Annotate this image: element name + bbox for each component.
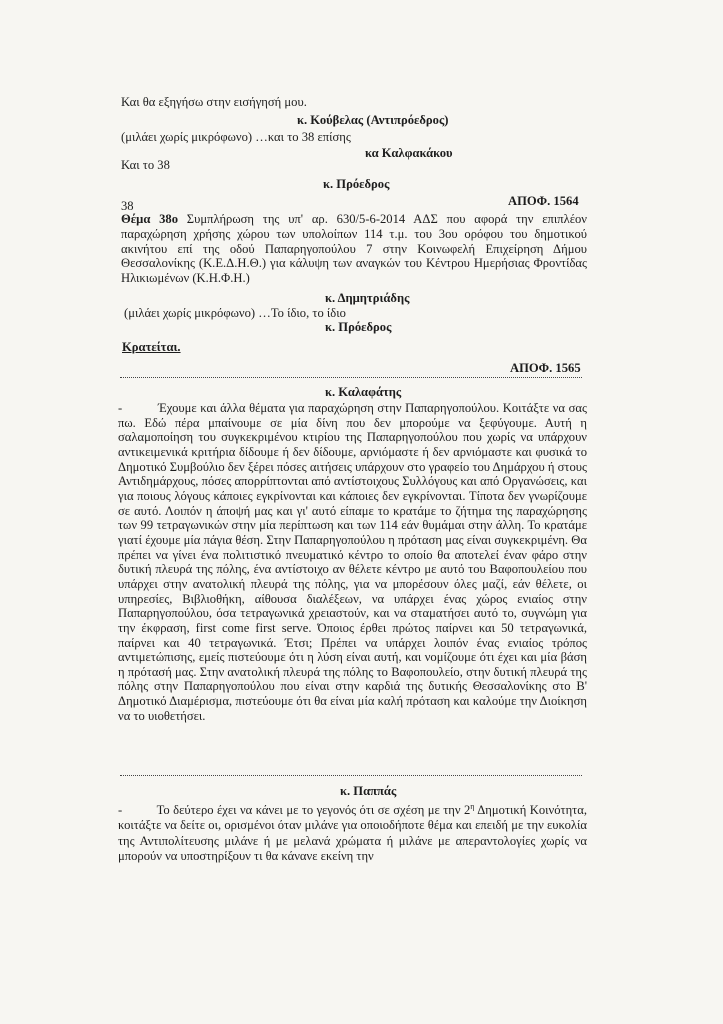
speaker-kouvelas: κ. Κούβελας (Αντιπρόεδρος) bbox=[297, 113, 449, 127]
theme-label: Θέμα 38ο bbox=[121, 212, 179, 226]
item-number: 38 bbox=[121, 199, 134, 213]
intro-line: Και θα εξηγήσω στην εισήγησή μου. bbox=[121, 95, 307, 109]
speaker-pappas: κ. Παππάς bbox=[340, 784, 397, 798]
kalafatis-speech: - Έχουμε και άλλα θέματα για παραχώρηση στην Παπαρηγοπούλου. Κοιτάξτε να σας πω. Εδώ πέρα μπαίνουμε σε μία δίνη που δεν μπορούμε να ξεφύγουμε. Αυτή η σαλαμοποίηση του συγκεκριμένου κτιρίου της Παπαρηγοπούλου που χωρίς να υπάρχουν αντικειμενικά κριτήρια δίδουμε ή δεν δίδουμε, αρνιόμαστε ή δεν αρνιόμαστε και φυσικά το Δημοτικό Συμβούλιο δεν ξέρει πόσες αιτήσεις υπάρχουν στο γραφείο του Δημάρχου ή στους Αντιδημάρχους, πόσες απορρίπτονται από αντίστοιχους Συλλόγους και από Οργανώσεις, και για ποιους λόγους κάποιες εγκρίνονται και κάποιες δεν εγκρίνονται. Τίποτα δεν γνωρίζουμε σε αυτό. Λοιπόν η άποψή μας και γι' αυτό είπαμε το κρατάμε το ζήτημα της παραχώρησης των 99 τετραγωνικών στην μία περίπτωση και των 114 εάν θυμάμαι στην άλλη. Το κρατάμε γιατί έχουμε μία πάγια θέση. Στην Παπαρηγοπούλου η πρόταση μας είναι συγκεκριμένη. Θα πρέπει να γίνει ένα πολιτιστικό πνευματικό κέντρο το οποίο θα αποτελεί έναν φάρο στην δυτική πλευρά της πόλης, ένα αντίστοιχο αν θέλετε κέντρο με αυτό του Βαφοπουλείου που υπάρχει στην ανατολική πλευρά της πόλης, για να μπορέσουν όλες μαζί, εάν θέλετε, οι υπηρεσίες, Βιβλιοθήκη, αίθουσα διαλέξεων, να υπάρχει ένας χώρος ενιαίος στην Παπαρηγοπούλου, όσα τετραγωνικά χρειαστούν, και να σταματήσει αυτό το, συγνώμη για την έκφραση, first come first serve. Όποιος έρθει πρώτος παίρνει και 50 τετραγωνικά, παίρνει και 40 τετραγωνικά. Έτσι; Πρέπει να υπάρχει λοιπόν ένας ενιαίος τρόπος αντιμετώπισης, εμείς πιστεύουμε ότι η λύση είναι αυτή, και νομίζουμε ότι έχει και μία βάση η πρότασή μας. Στην ανατολική πλευρά της πόλης το Βαφοπουλείο, στην δυτική πλευρά της πόλης στην Παπαρηγοπούλου που είναι στην καρδιά της δυτικής Θεσσαλονίκης στο Β' Δημοτικό Διαμέρισμα, πιστεύουμε ότι θα είναι μία καλή πρόταση και καλούμε την Διοίκηση να το υιοθετήσει. bbox=[118, 401, 587, 723]
kouvelas-remark: (μιλάει χωρίς μικρόφωνο) …και το 38 επίσης bbox=[121, 130, 351, 144]
separator-2 bbox=[120, 775, 582, 776]
speaker-kalfakakou: κα Καλφακάκου bbox=[365, 146, 453, 160]
dimitriadis-remark: (μιλάει χωρίς μικρόφωνο) …Το ίδιο, το ίδιο bbox=[124, 306, 346, 320]
kept-status: Κρατείται. bbox=[122, 340, 181, 354]
pappas-superscript: η bbox=[470, 802, 475, 811]
kalfakakou-remark: Και το 38 bbox=[121, 158, 170, 172]
theme-text: Συμπλήρωση της υπ' αρ. 630/5-6-2014 ΑΔΣ που αφορά την επιπλέον παραχώρηση χρήσης χώρου των υπολοίπων 114 τ.μ. του 3ου ορόφου του δημοτικού ακινήτου επί της οδού Παπαρηγοπούλου 7 στην Κοινωφελή Επιχείρηση Δήμου Θεσσαλονίκης (Κ.Ε.Δ.Η.Θ.) για κάλυψη των αναγκών του Κέντρου Ημερήσιας Φροντίδας Ηλικιωμένων (Κ.Η.Φ.Η.) bbox=[121, 212, 587, 286]
speaker-president-2: κ. Πρόεδρος bbox=[325, 320, 392, 334]
pappas-text-start: - Το δεύτερο έχει να κάνει με το γεγονός ότι σε σχέση με την 2 bbox=[118, 803, 471, 818]
speaker-dimitriadis: κ. Δημητριάδης bbox=[325, 291, 410, 305]
pappas-speech bbox=[118, 799, 587, 864]
speaker-kalafatis: κ. Καλαφάτης bbox=[325, 385, 402, 399]
pappas-text-rest: Δημοτική Κοινότητα, κοιτάξτε να δείτε οι, ορισμένοι όταν μιλάνε για οποιοδήποτε θέμα και επειδή με την ευκολία της Αντιπολίτευσης μιλάνε ή με μελανά χρώματα ή μιλάνε με απεραντολογίες χωρίς να μπορούν να υποστηρίξουν τι θα κάνανε εκείνη την bbox=[118, 803, 587, 863]
theme-38-paragraph bbox=[121, 212, 587, 286]
speaker-president-1: κ. Πρόεδρος bbox=[323, 177, 390, 191]
decision-1565: ΑΠΟΦ. 1565 bbox=[510, 361, 581, 375]
separator-1 bbox=[120, 377, 582, 378]
decision-1564: ΑΠΟΦ. 1564 bbox=[508, 194, 579, 208]
